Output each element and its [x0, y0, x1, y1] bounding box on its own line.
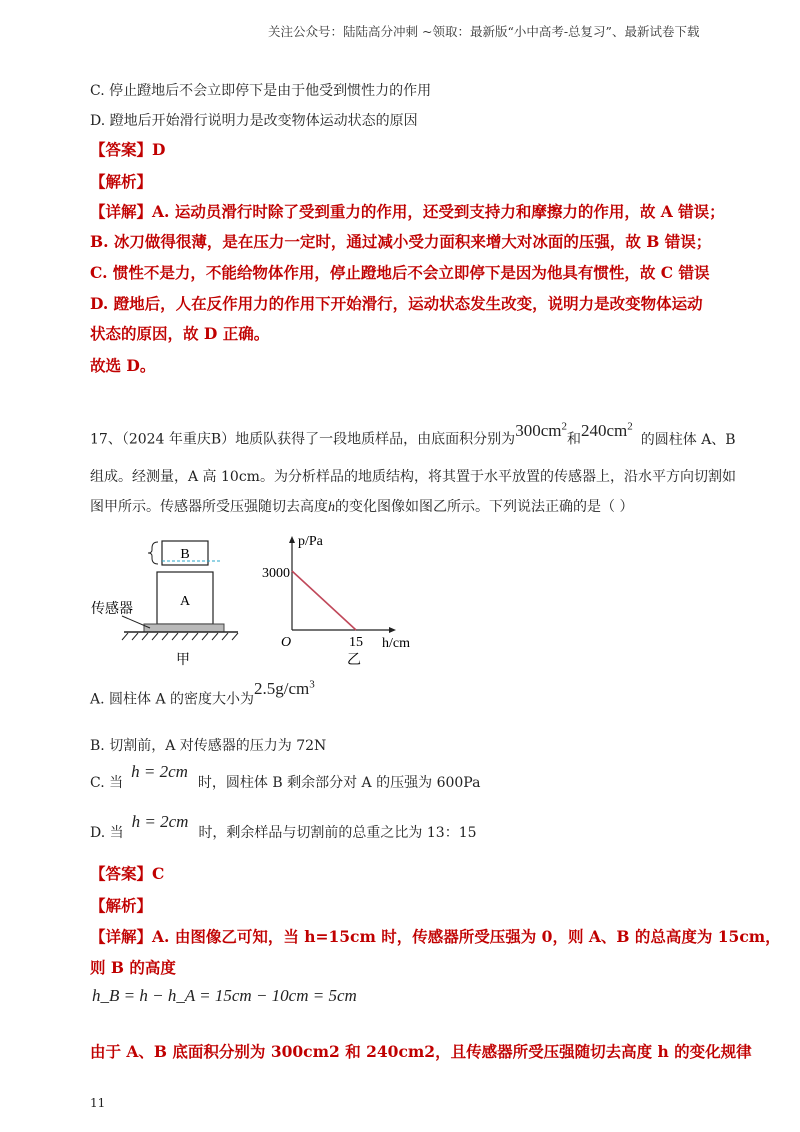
x-tick-label: 15	[349, 635, 363, 650]
figure-jia	[80, 530, 260, 670]
q17-answer: 【答案】C	[90, 864, 165, 883]
q17-stem-1a: 17、（2024 年重庆B）地质队获得了一段地质样品，由底面积分别为	[90, 431, 516, 448]
q17-option-c: C. 当h = 2cm时，圆柱体 B 剩余部分对 A 的压强为 600Pa	[90, 762, 481, 791]
ground-hatch	[122, 633, 238, 640]
sensor-label: 传感器	[91, 602, 133, 617]
caption-jia: 甲	[176, 653, 190, 668]
q17-detail-line-3: 由于 A、B 底面积分别为 300cm2 和 240cm2，且传感器所受压强随切去高度 h 的变化规律	[90, 1042, 752, 1061]
origin-label: O	[280, 635, 292, 650]
page-number: 11	[90, 1096, 106, 1110]
q17-detail-line-2: 则 B 的高度	[90, 958, 176, 977]
q17-stem-line-3: 图甲所示。传感器所受压强随切去高度h的变化图像如图乙所示。下列说法正确的是（ ）	[90, 499, 634, 515]
x-axis-label: h/cm	[382, 636, 410, 651]
caption-yi: 乙	[347, 653, 361, 668]
area-2: $240cm^2$	[580, 420, 633, 440]
q17-detail-line-1: 【详解】A. 由图像乙可知，当 h=15cm 时，传感器所受压强为 0，则 A、B 的总高度为 15cm，	[90, 927, 781, 946]
q17-option-b: B. 切割前，A 对传感器的压力为 72N	[90, 738, 327, 754]
page-header: 关注公众号：陆陆高分冲刺 ~领取：最新版“小中高考-总复习”、最新试卷下载	[268, 24, 700, 39]
prev-option-c: C. 停止蹬地后不会立即停下是由于他受到惯性力的作用	[90, 83, 432, 99]
y-axis-arrow	[289, 536, 295, 543]
q17-formula: h_B = h − h_A = 15cm − 10cm = 5cm	[92, 986, 357, 1005]
prev-detail-line-1: 【详解】A. 运动员滑行时除了受到重力的作用，还受到支持力和摩擦力的作用，故 A 错误；	[90, 202, 725, 221]
prev-answer: 【答案】D	[90, 140, 166, 159]
label-a: A	[179, 594, 191, 609]
sensor-plate	[144, 624, 224, 632]
area-1: $300cm^2$	[515, 420, 567, 440]
label-b: B	[180, 547, 190, 562]
prev-detail-line-4: D. 蹬地后，人在反作用力的作用下开始滑行，运动状态发生改变，说明力是改变物体运动	[90, 294, 703, 313]
q17-option-d: D. 当h = 2cm时，剩余样品与切割前的总重之比为 13：15	[90, 812, 477, 841]
q17-analysis-heading: 【解析】	[90, 896, 153, 915]
y-axis-label: p/Pa	[298, 534, 323, 549]
q17-stem-1b: 的圆柱体 A、B	[640, 431, 736, 448]
prev-detail-line-5: 状态的原因，故 D 正确。	[90, 324, 270, 343]
prev-detail-line-3: C. 惯性不是力，不能给物体作用，停止蹬地后不会立即停下是因为他具有惯性，故 C 错误	[90, 263, 710, 282]
prev-option-d: D. 蹬地后开始滑行说明力是改变物体运动状态的原因	[90, 113, 418, 129]
sensor-leader	[122, 616, 150, 628]
and-word: 和	[566, 431, 581, 448]
prev-analysis-heading: 【解析】	[90, 172, 153, 191]
cut-brace	[148, 542, 158, 564]
figure-yi-chart	[250, 530, 440, 670]
y-tick-label: 3000	[262, 566, 290, 581]
series-line	[292, 571, 356, 630]
q17-stem-line-2: 组成。经测量，A 高 10cm。为分析样品的地质结构，将其置于水平放置的传感器上，沿水平方向切割如	[90, 469, 736, 485]
q17-option-a: A. 圆柱体 A 的密度大小为$2.5g/cm^3$	[90, 678, 315, 708]
prev-detail-line-2: B. 冰刀做得很薄，是在压力一定时，通过减小受力面积来增大对冰面的压强，故 B 错误；	[90, 232, 712, 251]
x-axis-arrow	[389, 627, 396, 633]
prev-conclusion: 故选 D。	[90, 356, 156, 375]
q17-stem-line-1	[90, 420, 736, 449]
